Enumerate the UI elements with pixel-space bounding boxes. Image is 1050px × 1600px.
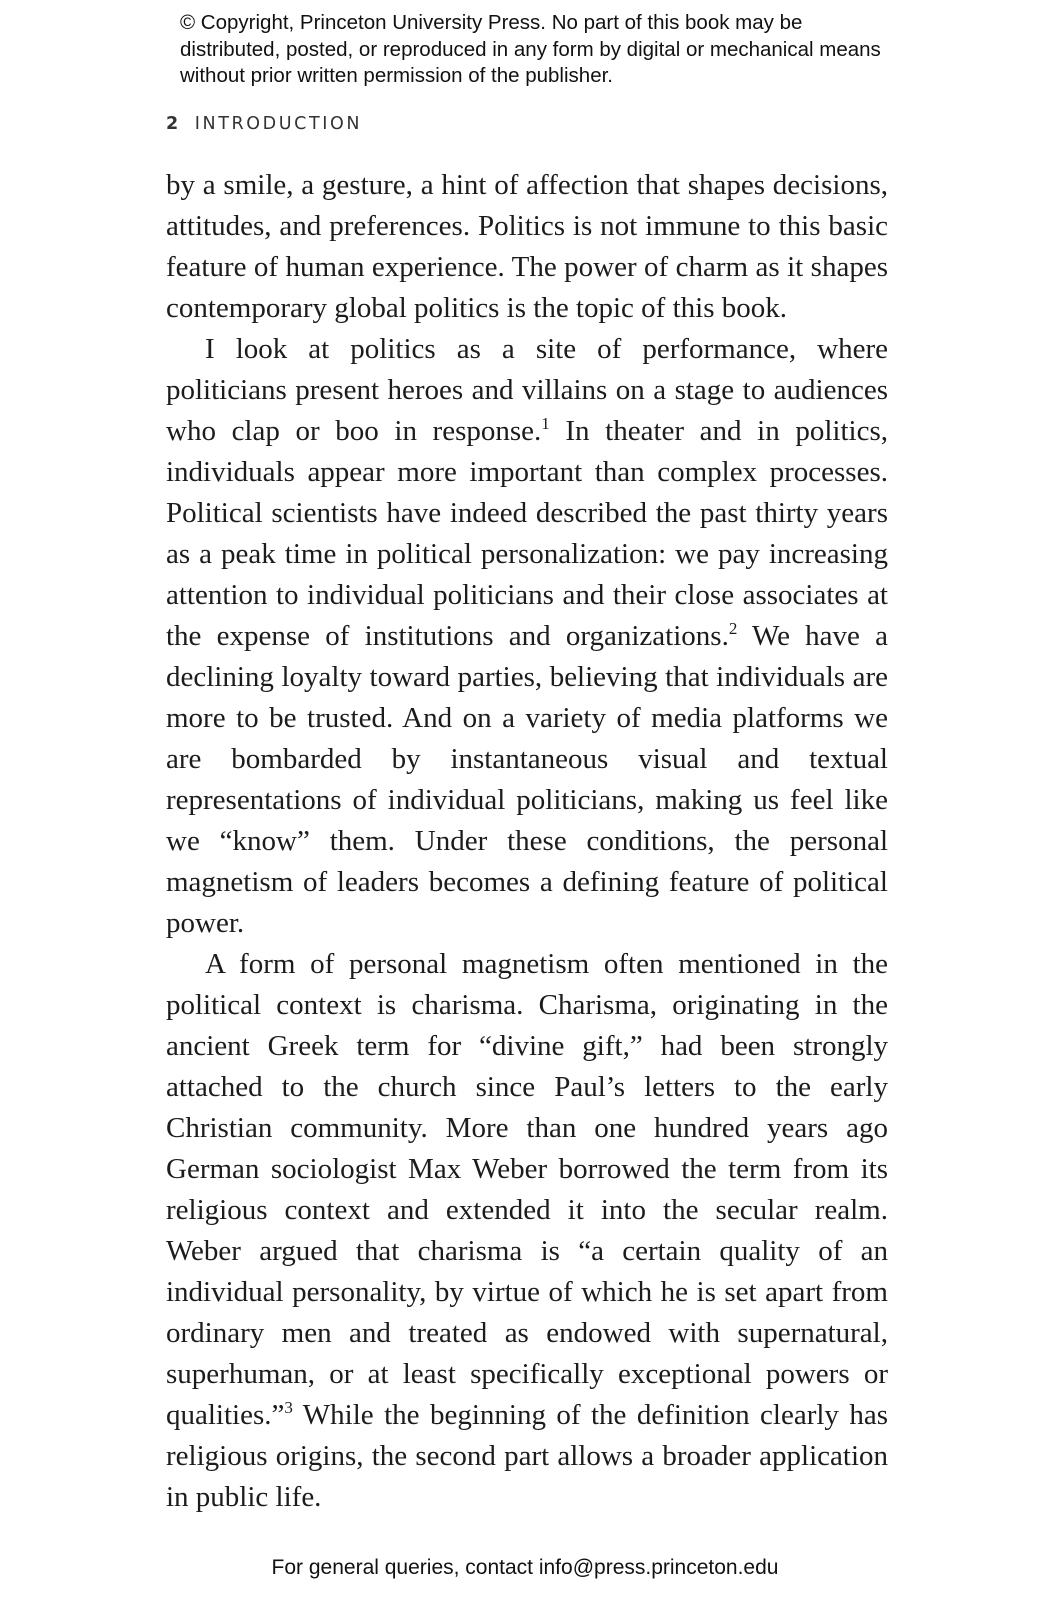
running-head — [166, 114, 362, 134]
paragraph-3 — [166, 944, 888, 1518]
footnote-ref-1[interactable]: 1 — [541, 414, 550, 433]
copyright-notice: © Copyright, Princeton University Press. No part of this book may be distributed, posted, or reproduced in any form by digital or mechanical means without prior written permission of the publisher. — [180, 11, 881, 87]
footnote-ref-3[interactable]: 3 — [284, 1398, 293, 1417]
paragraph-3-text-b: While the beginning of the definition clearly has religious origins, the second part allows a broader application in public life. — [166, 1399, 888, 1513]
chapter-title: INTRODUCTION — [194, 114, 363, 134]
paragraph-3-text-a: A form of personal magnetism often mentioned in the political context is charisma. Charisma, originating in the ancient Greek term for “divine gift,” had been strongly attached to the church since Paul’s letters to the early Christian community. More than one hundred years ago German sociologist Max Weber borrowed the term from its religious context and extended it into the secular realm. Weber argued that charisma is “a certain quality of an individual personality, by virtue of which he is set apart from ordinary men and treated as endowed with supernatural, superhuman, or at least specifically exceptional powers or qualities.” — [166, 948, 888, 1431]
paragraph-2-text-b: In theater and in politics, individuals appear more important than complex processes. Political scientists have indeed described the past thirty years as a peak time in political personalization: we pay increasing attention to individual politicians and their close associates at the expense of institutions and organizations. — [166, 415, 888, 652]
paragraph-1: by a smile, a gesture, a hint of affection that shapes decisions, attitudes, and preferences. Politics is not immune to this basic feature of human experience. The power of charm as it shapes contemporary global politics is the topic of this book. — [166, 169, 888, 324]
paragraph-2 — [166, 329, 888, 944]
paragraph-2-text-c: We have a declining loyalty toward parties, believing that individuals are more to be trusted. And on a variety of media platforms we are bombarded by instantaneous visual and textual representations of individual politicians, making us feel like we “know” them. Under these conditions, the personal magnetism of leaders becomes a defining feature of political power. — [166, 620, 888, 939]
page-number: 2 — [166, 114, 181, 134]
body-text — [166, 165, 888, 1518]
footnote-ref-2[interactable]: 2 — [728, 619, 738, 638]
footer-contact: For general queries, contact info@press.princeton.edu — [271, 1556, 779, 1579]
paragraph-2-text-a: I look at politics as a site of performance, where politicians present heroes and villains on a stage to audiences who clap or boo in response. — [166, 333, 888, 447]
